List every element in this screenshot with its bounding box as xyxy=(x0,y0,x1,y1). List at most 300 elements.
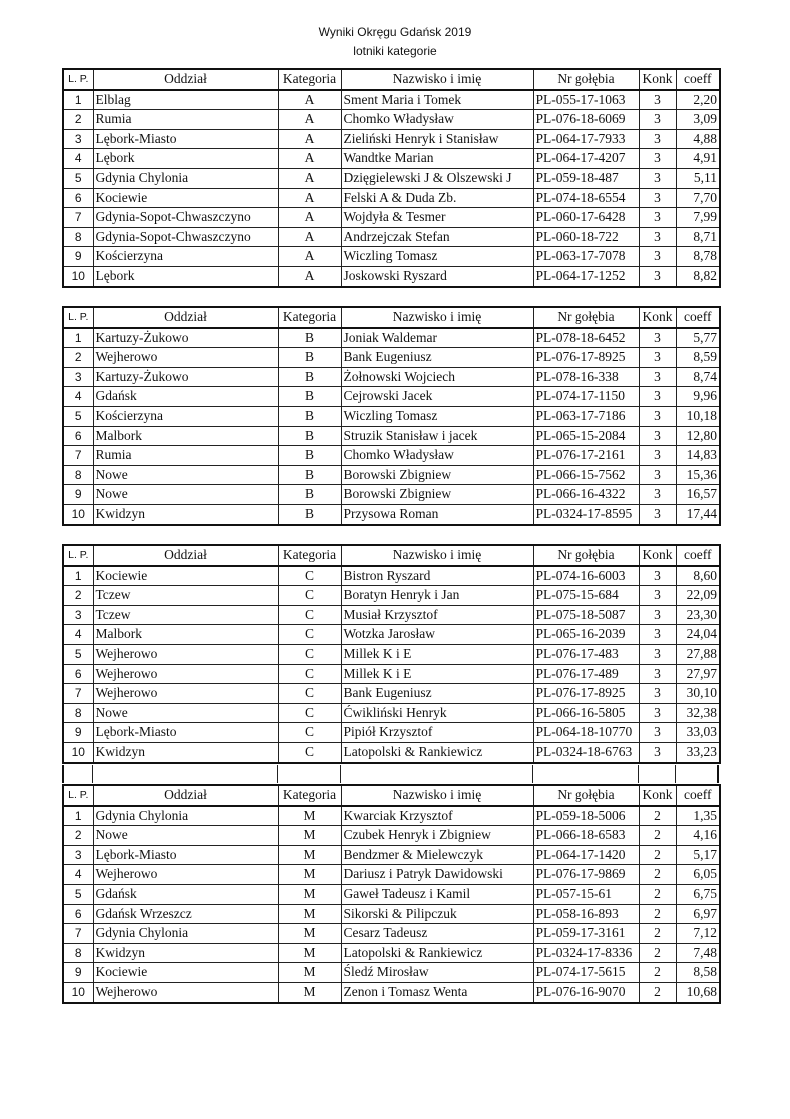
cell-coeff: 4,88 xyxy=(676,129,720,149)
cell-competitions: 3 xyxy=(639,664,676,684)
cell-branch: Malbork xyxy=(93,625,278,645)
cell-lp: 9 xyxy=(63,723,93,743)
cell-lp: 5 xyxy=(63,884,93,904)
cell-name: Felski A & Duda Zb. xyxy=(341,188,533,208)
cell-branch: Elblag xyxy=(93,90,278,110)
table-row xyxy=(63,703,720,723)
cell-branch: Rumia xyxy=(93,110,278,130)
cell-coeff: 22,09 xyxy=(676,586,720,606)
cell-lp: 9 xyxy=(63,485,93,505)
column-header-branch: Oddział xyxy=(93,69,278,90)
table-row xyxy=(63,644,720,664)
cell-name: Sment Maria i Tomek xyxy=(341,90,533,110)
cell-category: B xyxy=(278,348,341,368)
cell-branch: Lębork xyxy=(93,149,278,169)
cell-competitions: 2 xyxy=(639,806,676,826)
cell-ring-number: PL-064-17-1252 xyxy=(533,266,639,286)
cell-competitions: 3 xyxy=(639,149,676,169)
cell-competitions: 3 xyxy=(639,605,676,625)
cell-name: Cesarz Tadeusz xyxy=(341,924,533,944)
table-row xyxy=(63,625,720,645)
cell-coeff: 17,44 xyxy=(676,504,720,524)
cell-coeff: 8,59 xyxy=(676,348,720,368)
cell-name: Dzięgielewski J & Olszewski J xyxy=(341,168,533,188)
cell-category: B xyxy=(278,504,341,524)
table-row xyxy=(63,328,720,348)
cell-coeff: 15,36 xyxy=(676,465,720,485)
cell-category: B xyxy=(278,446,341,466)
column-header-lp: L. P. xyxy=(63,69,93,90)
cell-branch: Lębork-Miasto xyxy=(93,129,278,149)
cell-lp: 7 xyxy=(63,684,93,704)
table-row xyxy=(63,348,720,368)
table-row xyxy=(63,465,720,485)
cell-ring-number: PL-066-15-7562 xyxy=(533,465,639,485)
cell-coeff: 2,20 xyxy=(676,90,720,110)
cell-competitions: 3 xyxy=(639,504,676,524)
cell-ring-number: PL-065-15-2084 xyxy=(533,426,639,446)
table-row xyxy=(63,168,720,188)
cell-competitions: 3 xyxy=(639,110,676,130)
cell-branch: Kwidzyn xyxy=(93,943,278,963)
cell-ring-number: PL-076-17-8925 xyxy=(533,684,639,704)
cell-branch: Lębork-Miasto xyxy=(93,845,278,865)
column-header-category: Kategoria xyxy=(278,307,341,328)
cell-branch: Kwidzyn xyxy=(93,504,278,524)
cell-competitions: 3 xyxy=(639,586,676,606)
cell-category: B xyxy=(278,465,341,485)
cell-coeff: 4,91 xyxy=(676,149,720,169)
column-header-coeff: coeff xyxy=(676,545,720,566)
page-subtitle: lotniki kategorie xyxy=(353,44,437,58)
cell-category: A xyxy=(278,90,341,110)
cell-competitions: 3 xyxy=(639,644,676,664)
cell-coeff: 5,77 xyxy=(676,328,720,348)
cell-category: B xyxy=(278,328,341,348)
column-header-branch: Oddział xyxy=(93,545,278,566)
column-header-competitions: Konk xyxy=(639,307,676,328)
header-row xyxy=(63,545,720,566)
cell-coeff: 3,09 xyxy=(676,110,720,130)
column-header-ring-number: Nr gołębia xyxy=(533,785,639,806)
cell-lp: 10 xyxy=(63,504,93,524)
cell-lp: 7 xyxy=(63,446,93,466)
cell-name: Joskowski Ryszard xyxy=(341,266,533,286)
cell-name: Gaweł Tadeusz i Kamil xyxy=(341,884,533,904)
cell-coeff: 7,99 xyxy=(676,208,720,228)
cell-lp: 1 xyxy=(63,328,93,348)
cell-coeff: 9,96 xyxy=(676,387,720,407)
cell-competitions: 2 xyxy=(639,845,676,865)
table-row xyxy=(63,129,720,149)
cell-coeff: 10,68 xyxy=(676,982,720,1002)
cell-branch: Wejherowo xyxy=(93,664,278,684)
cell-category: C xyxy=(278,644,341,664)
cell-category: C xyxy=(278,605,341,625)
cell-lp: 7 xyxy=(63,208,93,228)
cell-category: M xyxy=(278,845,341,865)
cell-coeff: 5,11 xyxy=(676,168,720,188)
cell-ring-number: PL-076-17-9869 xyxy=(533,865,639,885)
cell-category: M xyxy=(278,943,341,963)
table-row xyxy=(63,247,720,267)
cell-name: Cejrowski Jacek xyxy=(341,387,533,407)
cell-category: M xyxy=(278,806,341,826)
column-header-branch: Oddział xyxy=(93,307,278,328)
table-row xyxy=(63,826,720,846)
table-row xyxy=(63,865,720,885)
cell-category: A xyxy=(278,129,341,149)
cell-branch: Gdańsk xyxy=(93,884,278,904)
cell-name: Zenon i Tomasz Wenta xyxy=(341,982,533,1002)
cell-coeff: 6,05 xyxy=(676,865,720,885)
cell-name: Andrzejczak Stefan xyxy=(341,227,533,247)
cell-category: C xyxy=(278,566,341,586)
column-header-lp: L. P. xyxy=(63,545,93,566)
cell-name: Chomko Władysław xyxy=(341,446,533,466)
table-row xyxy=(63,446,720,466)
cell-branch: Lębork-Miasto xyxy=(93,723,278,743)
cell-branch: Malbork xyxy=(93,426,278,446)
column-header-name: Nazwisko i imię xyxy=(341,69,533,90)
cell-category: M xyxy=(278,865,341,885)
cell-coeff: 6,75 xyxy=(676,884,720,904)
cell-name: Wiczling Tomasz xyxy=(341,247,533,267)
column-header-name: Nazwisko i imię xyxy=(341,785,533,806)
cell-competitions: 3 xyxy=(639,227,676,247)
cell-competitions: 3 xyxy=(639,168,676,188)
cell-ring-number: PL-078-18-6452 xyxy=(533,328,639,348)
cell-competitions: 3 xyxy=(639,129,676,149)
table-row xyxy=(63,208,720,228)
cell-category: A xyxy=(278,149,341,169)
cell-name: Millek K i E xyxy=(341,644,533,664)
cell-lp: 6 xyxy=(63,426,93,446)
table-row xyxy=(63,110,720,130)
cell-ring-number: PL-075-15-684 xyxy=(533,586,639,606)
cell-ring-number: PL-057-15-61 xyxy=(533,884,639,904)
cell-ring-number: PL-0324-18-6763 xyxy=(533,742,639,762)
cell-branch: Lębork xyxy=(93,266,278,286)
cell-category: A xyxy=(278,227,341,247)
cell-coeff: 27,88 xyxy=(676,644,720,664)
header-row xyxy=(63,785,720,806)
cell-branch: Kościerzyna xyxy=(93,247,278,267)
cell-branch: Wejherowo xyxy=(93,982,278,1002)
table-row xyxy=(63,504,720,524)
column-header-category: Kategoria xyxy=(278,69,341,90)
table-row xyxy=(63,90,720,110)
cell-branch: Nowe xyxy=(93,465,278,485)
cell-competitions: 3 xyxy=(639,426,676,446)
cell-lp: 5 xyxy=(63,406,93,426)
cell-branch: Wejherowo xyxy=(93,348,278,368)
cell-category: B xyxy=(278,367,341,387)
cell-lp: 9 xyxy=(63,963,93,983)
table-row xyxy=(63,566,720,586)
column-header-competitions: Konk xyxy=(639,545,676,566)
results-table-category-c xyxy=(62,544,721,764)
cell-competitions: 3 xyxy=(639,742,676,762)
cell-competitions: 3 xyxy=(639,485,676,505)
cell-coeff: 16,57 xyxy=(676,485,720,505)
cell-competitions: 3 xyxy=(639,90,676,110)
cell-branch: Tczew xyxy=(93,605,278,625)
cell-category: C xyxy=(278,586,341,606)
results-table-category-b xyxy=(62,306,721,526)
cell-lp: 2 xyxy=(63,348,93,368)
cell-name: Millek K i E xyxy=(341,664,533,684)
cell-ring-number: PL-074-17-5615 xyxy=(533,963,639,983)
cell-competitions: 2 xyxy=(639,904,676,924)
column-header-ring-number: Nr gołębia xyxy=(533,307,639,328)
cell-lp: 2 xyxy=(63,110,93,130)
cell-branch: Kartuzy-Żukowo xyxy=(93,367,278,387)
cell-ring-number: PL-059-18-5006 xyxy=(533,806,639,826)
table-row xyxy=(63,742,720,762)
cell-category: C xyxy=(278,664,341,684)
table-row xyxy=(63,406,720,426)
table-row xyxy=(63,664,720,684)
cell-name: Chomko Władysław xyxy=(341,110,533,130)
cell-category: C xyxy=(278,625,341,645)
cell-ring-number: PL-059-18-487 xyxy=(533,168,639,188)
cell-lp: 4 xyxy=(63,149,93,169)
cell-category: M xyxy=(278,904,341,924)
cell-lp: 8 xyxy=(63,703,93,723)
table-row xyxy=(63,387,720,407)
cell-competitions: 3 xyxy=(639,446,676,466)
cell-category: A xyxy=(278,266,341,286)
cell-lp: 4 xyxy=(63,625,93,645)
table-row xyxy=(63,723,720,743)
cell-branch: Kościerzyna xyxy=(93,406,278,426)
cell-competitions: 3 xyxy=(639,465,676,485)
cell-ring-number: PL-065-16-2039 xyxy=(533,625,639,645)
cell-ring-number: PL-074-18-6554 xyxy=(533,188,639,208)
cell-coeff: 6,97 xyxy=(676,904,720,924)
cell-competitions: 2 xyxy=(639,982,676,1002)
cell-branch: Nowe xyxy=(93,703,278,723)
cell-name: Borowski Zbigniew xyxy=(341,465,533,485)
cell-branch: Nowe xyxy=(93,485,278,505)
cell-lp: 2 xyxy=(63,586,93,606)
table-row xyxy=(63,943,720,963)
cell-ring-number: PL-064-18-10770 xyxy=(533,723,639,743)
cell-ring-number: PL-063-17-7186 xyxy=(533,406,639,426)
cell-competitions: 3 xyxy=(639,684,676,704)
cell-name: Żołnowski Wojciech xyxy=(341,367,533,387)
cell-ring-number: PL-064-17-4207 xyxy=(533,149,639,169)
cell-ring-number: PL-059-17-3161 xyxy=(533,924,639,944)
cell-category: A xyxy=(278,208,341,228)
cell-coeff: 5,17 xyxy=(676,845,720,865)
column-header-ring-number: Nr gołębia xyxy=(533,69,639,90)
table-row xyxy=(63,605,720,625)
cell-ring-number: PL-075-18-5087 xyxy=(533,605,639,625)
column-header-coeff: coeff xyxy=(676,69,720,90)
cell-category: A xyxy=(278,188,341,208)
cell-lp: 6 xyxy=(63,664,93,684)
cell-name: Śledź Mirosław xyxy=(341,963,533,983)
table-row xyxy=(63,963,720,983)
cell-lp: 10 xyxy=(63,266,93,286)
cell-competitions: 3 xyxy=(639,266,676,286)
cell-branch: Gdynia Chylonia xyxy=(93,168,278,188)
column-header-branch: Oddział xyxy=(93,785,278,806)
cell-competitions: 3 xyxy=(639,208,676,228)
table-row xyxy=(63,982,720,1002)
column-header-lp: L. P. xyxy=(63,785,93,806)
cell-ring-number: PL-060-18-722 xyxy=(533,227,639,247)
cell-lp: 1 xyxy=(63,566,93,586)
table-row xyxy=(63,266,720,286)
cell-competitions: 3 xyxy=(639,247,676,267)
cell-competitions: 3 xyxy=(639,328,676,348)
cell-name: Wotzka Jarosław xyxy=(341,625,533,645)
cell-category: C xyxy=(278,723,341,743)
cell-competitions: 3 xyxy=(639,703,676,723)
table-row xyxy=(63,227,720,247)
cell-coeff: 23,30 xyxy=(676,605,720,625)
cell-name: Czubek Henryk i Zbigniew xyxy=(341,826,533,846)
cell-category: M xyxy=(278,924,341,944)
cell-branch: Nowe xyxy=(93,826,278,846)
cell-competitions: 3 xyxy=(639,387,676,407)
cell-coeff: 10,18 xyxy=(676,406,720,426)
cell-ring-number: PL-066-16-5805 xyxy=(533,703,639,723)
cell-ring-number: PL-074-16-6003 xyxy=(533,566,639,586)
results-table-category-a xyxy=(62,68,721,288)
cell-competitions: 3 xyxy=(639,367,676,387)
cell-name: Kwarciak Krzysztof xyxy=(341,806,533,826)
table-row xyxy=(63,485,720,505)
cell-branch: Gdynia Chylonia xyxy=(93,806,278,826)
cell-lp: 8 xyxy=(63,465,93,485)
cell-lp: 6 xyxy=(63,188,93,208)
cell-name: Ćwikliński Henryk xyxy=(341,703,533,723)
table-row xyxy=(63,149,720,169)
cell-coeff: 14,83 xyxy=(676,446,720,466)
column-header-ring-number: Nr gołębia xyxy=(533,545,639,566)
header-row xyxy=(63,307,720,328)
table-row xyxy=(63,367,720,387)
cell-branch: Wejherowo xyxy=(93,644,278,664)
cell-competitions: 2 xyxy=(639,826,676,846)
cell-branch: Gdynia Chylonia xyxy=(93,924,278,944)
cell-name: Wiczling Tomasz xyxy=(341,406,533,426)
table-row xyxy=(63,426,720,446)
cell-name: Borowski Zbigniew xyxy=(341,485,533,505)
cell-ring-number: PL-066-16-4322 xyxy=(533,485,639,505)
cell-name: Bank Eugeniusz xyxy=(341,348,533,368)
table-row xyxy=(63,904,720,924)
cell-category: C xyxy=(278,703,341,723)
cell-coeff: 30,10 xyxy=(676,684,720,704)
cell-competitions: 3 xyxy=(639,406,676,426)
cell-ring-number: PL-076-16-9070 xyxy=(533,982,639,1002)
cell-ring-number: PL-066-18-6583 xyxy=(533,826,639,846)
table-row xyxy=(63,884,720,904)
cell-name: Joniak Waldemar xyxy=(341,328,533,348)
cell-lp: 3 xyxy=(63,605,93,625)
cell-lp: 4 xyxy=(63,865,93,885)
column-header-competitions: Konk xyxy=(639,785,676,806)
cell-coeff: 8,82 xyxy=(676,266,720,286)
cell-lp: 5 xyxy=(63,168,93,188)
cell-branch: Kartuzy-Żukowo xyxy=(93,328,278,348)
cell-name: Wojdyła & Tesmer xyxy=(341,208,533,228)
cell-category: B xyxy=(278,387,341,407)
cell-lp: 10 xyxy=(63,982,93,1002)
cell-competitions: 3 xyxy=(639,723,676,743)
cell-lp: 5 xyxy=(63,644,93,664)
cell-category: C xyxy=(278,684,341,704)
cell-name: Zieliński Henryk i Stanisław xyxy=(341,129,533,149)
cell-ring-number: PL-074-17-1150 xyxy=(533,387,639,407)
page-title: Wyniki Okręgu Gdańsk 2019 xyxy=(318,25,472,39)
cell-coeff: 7,70 xyxy=(676,188,720,208)
cell-lp: 6 xyxy=(63,904,93,924)
cell-coeff: 32,38 xyxy=(676,703,720,723)
cell-coeff: 8,78 xyxy=(676,247,720,267)
cell-ring-number: PL-058-16-893 xyxy=(533,904,639,924)
cell-branch: Tczew xyxy=(93,586,278,606)
cell-coeff: 12,80 xyxy=(676,426,720,446)
table-row xyxy=(63,806,720,826)
table-row xyxy=(63,586,720,606)
cell-ring-number: PL-064-17-1420 xyxy=(533,845,639,865)
cell-competitions: 2 xyxy=(639,865,676,885)
column-header-category: Kategoria xyxy=(278,785,341,806)
column-header-name: Nazwisko i imię xyxy=(341,307,533,328)
results-table-category-m xyxy=(62,784,721,1004)
cell-name: Bank Eugeniusz xyxy=(341,684,533,704)
column-header-coeff: coeff xyxy=(676,307,720,328)
cell-ring-number: PL-076-17-8925 xyxy=(533,348,639,368)
cell-ring-number: PL-0324-17-8336 xyxy=(533,943,639,963)
header-row xyxy=(63,69,720,90)
cell-lp: 3 xyxy=(63,129,93,149)
cell-category: M xyxy=(278,982,341,1002)
cell-lp: 8 xyxy=(63,943,93,963)
cell-coeff: 33,23 xyxy=(676,742,720,762)
cell-coeff: 27,97 xyxy=(676,664,720,684)
cell-lp: 1 xyxy=(63,806,93,826)
cell-branch: Gdynia-Sopot-Chwaszczyno xyxy=(93,208,278,228)
cell-name: Latopolski & Rankiewicz xyxy=(341,742,533,762)
cell-name: Struzik Stanisław i jacek xyxy=(341,426,533,446)
cell-lp: 1 xyxy=(63,90,93,110)
table-row xyxy=(63,924,720,944)
cell-branch: Wejherowo xyxy=(93,865,278,885)
cell-competitions: 3 xyxy=(639,566,676,586)
cell-competitions: 2 xyxy=(639,884,676,904)
column-header-category: Kategoria xyxy=(278,545,341,566)
cell-ring-number: PL-078-16-338 xyxy=(533,367,639,387)
cell-coeff: 8,71 xyxy=(676,227,720,247)
cell-coeff: 8,60 xyxy=(676,566,720,586)
cell-lp: 7 xyxy=(63,924,93,944)
cell-lp: 8 xyxy=(63,227,93,247)
cell-lp: 2 xyxy=(63,826,93,846)
cell-branch: Wejherowo xyxy=(93,684,278,704)
cell-competitions: 3 xyxy=(639,348,676,368)
cell-branch: Gdańsk xyxy=(93,387,278,407)
table-row xyxy=(63,188,720,208)
column-header-competitions: Konk xyxy=(639,69,676,90)
cell-coeff: 7,12 xyxy=(676,924,720,944)
